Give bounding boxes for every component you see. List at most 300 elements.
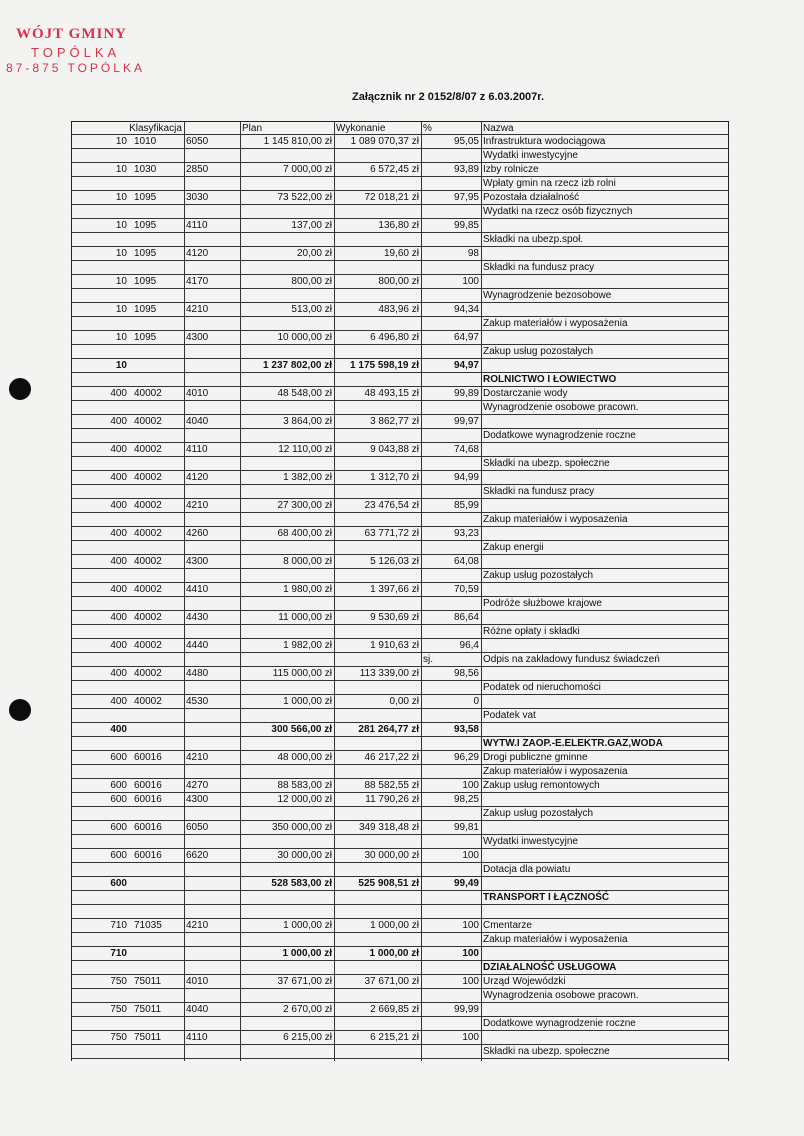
rozdzial-cell (129, 905, 184, 918)
table-row (71, 891, 729, 905)
dzial-cell: 10 (115, 332, 127, 343)
dzial-cell (71, 541, 129, 554)
nazwa-cell: Podatek od nieruchomości (483, 682, 601, 693)
rozdzial-cell: 40002 (134, 556, 162, 567)
table-row (71, 205, 729, 219)
wykonanie-cell (334, 891, 421, 904)
nazwa-cell: Wydatki inwestycyjne (483, 150, 578, 161)
percent-cell (421, 345, 481, 358)
wykonanie-cell: 3 862,77 zł (370, 416, 419, 427)
paragraf-cell: 4010 (186, 976, 209, 987)
percent-cell: 86,64 (453, 612, 479, 623)
paragraf-cell: 4410 (186, 584, 209, 595)
table-row (71, 611, 729, 625)
header-wykonanie: Wykonanie (336, 123, 386, 134)
wykonanie-cell: 136,80 zł (378, 220, 419, 231)
nazwa-cell: Drogi publiczne gminne (483, 752, 588, 763)
wykonanie-cell (334, 1017, 421, 1030)
nazwa-cell (481, 471, 729, 484)
percent-cell: 99,49 (453, 878, 479, 889)
nazwa-cell: Zakup materiałów i wyposazenia (483, 766, 628, 777)
rozdzial-cell: 40002 (134, 584, 162, 595)
rozdzial-cell (129, 877, 184, 890)
wykonanie-cell: 9 043,88 zł (370, 444, 419, 455)
plan-cell (240, 1045, 334, 1058)
table-row (71, 765, 729, 779)
percent-cell: 99,97 (453, 416, 479, 427)
nazwa-cell (481, 821, 729, 834)
paragraf-cell (184, 933, 240, 946)
paragraf-cell: 4110 (186, 444, 208, 455)
wykonanie-cell (334, 597, 421, 610)
wykonanie-cell (334, 807, 421, 820)
nazwa-cell: Zakup usług remontowych (483, 780, 600, 791)
wykonanie-cell (334, 149, 421, 162)
header-klasyfikacja: Klasyfikacja (129, 123, 182, 134)
percent-cell: 99,85 (453, 220, 479, 231)
table-row (71, 835, 729, 849)
paragraf-cell: 6620 (186, 850, 209, 861)
plan-cell (240, 289, 334, 302)
table-row (71, 191, 729, 205)
stamp-line-2: TOPÓLKA (31, 45, 121, 60)
percent-cell (421, 205, 481, 218)
percent-cell: 93,58 (453, 724, 479, 735)
wykonanie-cell: 1 000,00 zł (369, 948, 419, 959)
percent-cell: 94,99 (453, 472, 479, 483)
nazwa-cell: Zakup usług pozostałych (483, 570, 594, 581)
plan-cell (240, 681, 334, 694)
nazwa-cell: Zakup materiałów i wyposażenia (483, 934, 628, 945)
rozdzial-cell: 1095 (134, 304, 157, 315)
table-row (71, 135, 729, 149)
paragraf-cell: 4210 (186, 920, 209, 931)
rozdzial-cell (129, 807, 184, 820)
table-row (71, 289, 729, 303)
percent-cell (421, 765, 481, 778)
plan-cell (240, 625, 334, 638)
table-row (71, 1003, 729, 1017)
paragraf-cell: 4430 (186, 612, 209, 623)
rozdzial-cell (129, 513, 184, 526)
percent-cell: 98,25 (453, 794, 479, 805)
table-row (71, 793, 729, 807)
wykonanie-cell (334, 261, 421, 274)
wykonanie-cell: 1 397,66 zł (370, 584, 419, 595)
table-row (71, 261, 729, 275)
percent-cell: 64,08 (453, 556, 479, 567)
paragraf-cell (184, 541, 240, 554)
wykonanie-cell: 11 790,26 zł (365, 794, 419, 805)
paragraf-cell (184, 373, 240, 386)
wykonanie-cell (334, 961, 421, 974)
paragraf-cell: 4110 (186, 220, 208, 231)
wykonanie-cell: 113 339,00 zł (359, 668, 419, 679)
paragraf-cell (184, 289, 240, 302)
dzial-cell: 10 (115, 164, 127, 175)
wykonanie-cell (334, 681, 421, 694)
table-row (71, 695, 729, 709)
percent-cell (421, 177, 481, 190)
paragraf-cell (184, 205, 240, 218)
nazwa-cell: Dostarczanie wody (483, 388, 568, 399)
dzial-cell (71, 891, 129, 904)
nazwa-cell (481, 723, 729, 736)
rozdzial-cell: 1095 (134, 220, 157, 231)
dzial-cell (71, 905, 129, 918)
nazwa-cell: Infrastruktura wodociągowa (483, 136, 606, 147)
rozdzial-cell (129, 891, 184, 904)
table-row (71, 751, 729, 765)
wykonanie-cell (334, 625, 421, 638)
stamp-line-3: 87-875 TOPÓLKA (6, 61, 145, 75)
wykonanie-cell (334, 933, 421, 946)
plan-cell (240, 149, 334, 162)
percent-cell: 99,89 (453, 388, 479, 399)
header-plan: Plan (242, 123, 263, 134)
paragraf-cell (184, 1045, 240, 1058)
plan-cell (240, 597, 334, 610)
rozdzial-cell (129, 289, 184, 302)
dzial-cell: 600 (110, 822, 127, 833)
rozdzial-cell: 40002 (134, 416, 162, 427)
wykonanie-cell (334, 177, 421, 190)
percent-cell: 70,59 (453, 584, 479, 595)
nazwa-cell: Zakup usług pozostałych (483, 346, 594, 357)
nazwa-cell: Składki na ubezp. społeczne (483, 458, 610, 469)
paragraf-cell (184, 989, 240, 1002)
plan-cell: 30 000,00 zł (277, 850, 332, 861)
plan-cell: 1 980,00 zł (283, 584, 332, 595)
paragraf-cell (184, 653, 240, 666)
paragraf-cell: 4210 (186, 304, 209, 315)
dzial-cell: 400 (110, 724, 127, 735)
percent-cell (421, 681, 481, 694)
header-nazwa: Nazwa (483, 123, 514, 134)
paragraf-cell (184, 877, 240, 890)
plan-cell: 48 000,00 zł (277, 752, 332, 763)
paragraf-cell (184, 723, 240, 736)
percent-cell: 100 (462, 1032, 479, 1043)
percent-cell (421, 625, 481, 638)
dzial-cell (71, 625, 129, 638)
plan-cell: 350 000,00 zł (271, 822, 332, 833)
plan-cell (240, 429, 334, 442)
percent-cell (421, 401, 481, 414)
dzial-cell (71, 177, 129, 190)
dzial-cell (71, 681, 129, 694)
dzial-cell: 10 (115, 360, 127, 371)
nazwa-cell: Zakup materiałów i wyposażenia (483, 318, 628, 329)
nazwa-cell (481, 555, 729, 568)
dzial-cell (71, 1017, 129, 1030)
table-row (71, 877, 729, 891)
percent-cell (421, 569, 481, 582)
table-row (71, 933, 729, 947)
percent-cell: 93,23 (453, 528, 479, 539)
paragraf-cell: 4170 (186, 276, 209, 287)
wykonanie-cell: 72 018,21 zł (364, 192, 419, 203)
percent-cell: 96,4 (459, 640, 479, 651)
dzial-cell: 750 (110, 1032, 127, 1043)
plan-cell: 20,00 zł (296, 248, 332, 259)
dzial-cell (71, 485, 129, 498)
nazwa-cell: Podatek vat (483, 710, 536, 721)
wykonanie-cell (334, 513, 421, 526)
nazwa-cell (481, 947, 729, 960)
paragraf-cell (184, 681, 240, 694)
plan-cell: 3 864,00 zł (283, 416, 332, 427)
plan-cell: 11 000,00 zł (278, 612, 332, 623)
wykonanie-cell: 1 312,70 zł (370, 472, 419, 483)
wykonanie-cell: 525 908,51 zł (358, 878, 419, 889)
percent-cell (421, 1045, 481, 1058)
paragraf-cell (184, 513, 240, 526)
rozdzial-cell (129, 359, 184, 372)
plan-cell (240, 401, 334, 414)
dzial-cell (71, 289, 129, 302)
percent-cell (421, 807, 481, 820)
rozdzial-cell (129, 597, 184, 610)
paragraf-cell (184, 737, 240, 750)
nazwa-cell: Wynagrodzenia osobowe pracown. (483, 990, 639, 1001)
table-row (71, 387, 729, 401)
paragraf-cell: 4530 (186, 696, 209, 707)
nazwa-cell (481, 1031, 729, 1044)
percent-cell (421, 457, 481, 470)
plan-cell: 1 982,00 zł (283, 640, 332, 651)
table-row (71, 373, 729, 387)
nazwa-cell: Składki na ubezp.społ. (483, 234, 584, 245)
nazwa-cell: Wydatki na rzecz osób fizycznych (483, 206, 633, 217)
nazwa-cell (481, 793, 729, 806)
wykonanie-cell: 0,00 zł (389, 696, 419, 707)
table-row (71, 569, 729, 583)
nazwa-cell: Wynagrodzenie bezosobowe (483, 290, 612, 301)
plan-cell (240, 317, 334, 330)
rozdzial-cell (129, 205, 184, 218)
plan-cell (240, 485, 334, 498)
nazwa-cell (481, 443, 729, 456)
plan-cell (240, 261, 334, 274)
paragraf-cell (184, 905, 240, 918)
dzial-cell (71, 513, 129, 526)
wykonanie-cell: 48 493,15 zł (364, 388, 419, 399)
paragraf-cell (184, 149, 240, 162)
table-row (71, 1045, 729, 1059)
paragraf-cell: 4300 (186, 794, 209, 805)
nazwa-cell: Wpłaty gmin na rzecz izb rolni (483, 178, 616, 189)
wykonanie-cell (334, 1045, 421, 1058)
paragraf-cell: 4480 (186, 668, 209, 679)
paragraf-cell (184, 457, 240, 470)
table-row (71, 471, 729, 485)
rozdzial-cell (129, 401, 184, 414)
paragraf-cell (184, 177, 240, 190)
rozdzial-cell: 40002 (134, 500, 162, 511)
wykonanie-cell: 6 215,21 zł (370, 1032, 419, 1043)
dzial-cell (71, 765, 129, 778)
percent-cell (421, 835, 481, 848)
rozdzial-cell (129, 737, 184, 750)
percent-cell: 99,81 (453, 822, 479, 833)
nazwa-cell (481, 247, 729, 260)
dzial-cell (71, 737, 129, 750)
rozdzial-cell: 60016 (134, 850, 162, 861)
plan-cell: 1 000,00 zł (283, 920, 332, 931)
dzial-cell: 400 (110, 584, 127, 595)
table-body (71, 135, 729, 1059)
plan-cell: 1 237 802,00 zł (263, 360, 332, 371)
wykonanie-cell: 281 264,77 zł (358, 724, 419, 735)
plan-cell (240, 989, 334, 1002)
percent-cell (421, 233, 481, 246)
wykonanie-cell (334, 233, 421, 246)
plan-cell: 1 000,00 zł (283, 696, 332, 707)
dzial-cell (71, 653, 129, 666)
table-row (71, 485, 729, 499)
dzial-cell: 10 (115, 276, 127, 287)
percent-cell: 100 (462, 780, 479, 791)
plan-cell: 300 566,00 zł (271, 724, 332, 735)
dzial-cell: 400 (110, 472, 127, 483)
table-row (71, 961, 729, 975)
dzial-cell: 600 (110, 878, 127, 889)
paragraf-cell (184, 485, 240, 498)
plan-cell: 1 382,00 zł (283, 472, 332, 483)
rozdzial-cell (129, 457, 184, 470)
paragraf-cell (184, 401, 240, 414)
nazwa-cell: TRANSPORT I ŁĄCZNOŚĆ (483, 892, 610, 903)
wykonanie-cell: 349 318,48 zł (358, 822, 419, 833)
plan-cell: 1 145 810,00 zł (263, 136, 332, 147)
nazwa-cell: Składki na ubezp. społeczne (483, 1046, 610, 1057)
plan-cell (240, 863, 334, 876)
paragraf-cell: 2850 (186, 164, 209, 175)
nazwa-cell: Odpis na zakładowy fundusz świadczeń (483, 654, 660, 665)
table-row (71, 177, 729, 191)
paragraf-cell: 6050 (186, 822, 209, 833)
plan-cell (240, 905, 334, 918)
rozdzial-cell (129, 569, 184, 582)
plan-cell: 2 670,00 zł (283, 1004, 332, 1015)
paragraf-cell: 4040 (186, 416, 209, 427)
dzial-cell: 750 (110, 1004, 127, 1015)
rozdzial-cell (129, 681, 184, 694)
table-row (71, 163, 729, 177)
nazwa-cell: Dotacja dla powiatu (483, 864, 571, 875)
dzial-cell (71, 961, 129, 974)
table-row (71, 359, 729, 373)
dzial-cell: 10 (115, 304, 127, 315)
table-row (71, 583, 729, 597)
percent-cell: 100 (462, 976, 479, 987)
dzial-cell (71, 457, 129, 470)
paragraf-cell (184, 261, 240, 274)
rozdzial-cell (129, 541, 184, 554)
rozdzial-cell (129, 345, 184, 358)
dzial-cell: 10 (115, 136, 127, 147)
paragraf-cell: 4260 (186, 528, 209, 539)
punch-hole-top (9, 378, 31, 400)
paragraf-cell: 4300 (186, 556, 209, 567)
percent-cell: 97,95 (453, 192, 479, 203)
rozdzial-cell: 1095 (134, 276, 157, 287)
plan-cell: 1 000,00 zł (282, 948, 332, 959)
percent-cell (421, 317, 481, 330)
dzial-cell (71, 149, 129, 162)
rozdzial-cell (129, 429, 184, 442)
rozdzial-cell: 40002 (134, 388, 162, 399)
nazwa-cell (481, 905, 729, 918)
plan-cell (240, 765, 334, 778)
rozdzial-cell: 40002 (134, 444, 162, 455)
table-row (71, 499, 729, 513)
rozdzial-cell (129, 177, 184, 190)
plan-cell (240, 205, 334, 218)
percent-cell: 95,05 (453, 136, 479, 147)
percent-cell: 85,99 (453, 500, 479, 511)
paragraf-cell (184, 233, 240, 246)
wykonanie-cell: 6 496,80 zł (370, 332, 419, 343)
nazwa-cell (481, 667, 729, 680)
nazwa-cell: Zakup energii (483, 542, 544, 553)
rozdzial-cell: 40002 (134, 640, 162, 651)
wykonanie-cell (334, 373, 421, 386)
rozdzial-cell (129, 485, 184, 498)
header-percent: % (423, 123, 432, 134)
dzial-cell: 600 (110, 752, 127, 763)
rozdzial-cell (129, 947, 184, 960)
dzial-cell (71, 835, 129, 848)
plan-cell (240, 807, 334, 820)
wykonanie-cell (334, 429, 421, 442)
plan-cell (240, 891, 334, 904)
rozdzial-cell (129, 149, 184, 162)
paragraf-cell: 4300 (186, 332, 209, 343)
nazwa-cell: Składki na fundusz pracy (483, 486, 595, 497)
percent-cell (421, 989, 481, 1002)
dzial-cell (71, 569, 129, 582)
table-row (71, 555, 729, 569)
nazwa-cell: Cmentarze (483, 920, 532, 931)
rozdzial-cell: 60016 (134, 780, 162, 791)
percent-cell: 100 (462, 948, 479, 959)
paragraf-cell: 4440 (186, 640, 209, 651)
table-row (71, 863, 729, 877)
wykonanie-cell: 37 671,00 zł (364, 976, 419, 987)
paragraf-cell: 6050 (186, 136, 209, 147)
nazwa-cell: Izby rolnicze (483, 164, 539, 175)
percent-cell: 99,99 (453, 1004, 479, 1015)
dzial-cell: 10 (115, 192, 127, 203)
paragraf-cell: 4010 (186, 388, 209, 399)
wykonanie-cell: 1 000,00 zł (370, 920, 419, 931)
wykonanie-cell: 19,60 zł (383, 248, 419, 259)
percent-cell (421, 891, 481, 904)
nazwa-cell: DZIAŁALNOŚĆ USŁUGOWA (483, 962, 617, 973)
plan-cell (240, 709, 334, 722)
rozdzial-cell (129, 863, 184, 876)
wykonanie-cell (334, 653, 421, 666)
wykonanie-cell (334, 485, 421, 498)
plan-cell: 88 583,00 zł (277, 780, 332, 791)
dzial-cell (71, 1045, 129, 1058)
table-row (71, 303, 729, 317)
rozdzial-cell: 75011 (134, 1004, 162, 1015)
percent-cell: 96,29 (453, 752, 479, 763)
paragraf-cell (184, 835, 240, 848)
